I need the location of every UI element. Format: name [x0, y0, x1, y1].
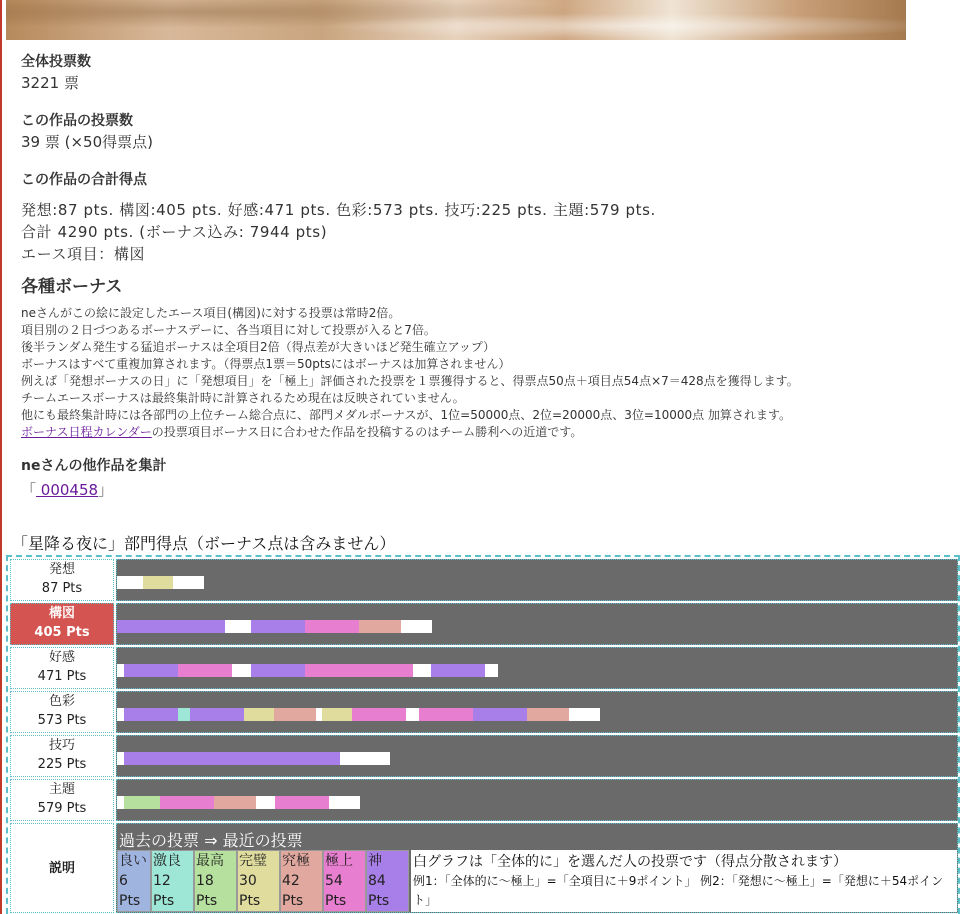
left-border-rule: [0, 0, 2, 914]
bar-track: [116, 779, 958, 821]
bar-segment: [178, 664, 232, 677]
bar-segment: [117, 752, 124, 765]
category-label: [10, 691, 114, 733]
category-name: 主題: [48, 782, 75, 797]
category-label: [10, 779, 114, 821]
bonus-line: ボーナスはすべて重複加算されます。（得票点1票＝50ptsにはボーナスは加算されません）: [21, 357, 511, 371]
bar-segment: [117, 796, 124, 809]
bar-track: [116, 691, 958, 733]
category-name: 色彩: [48, 694, 75, 709]
bonus-heading: 各種ボーナス: [21, 277, 123, 297]
bar-segment: [305, 620, 359, 633]
bar-segment: [256, 796, 275, 809]
legend-label: 説明: [10, 823, 114, 913]
legend-key: [151, 850, 194, 912]
chart-row-好感: [10, 647, 958, 689]
bar-segment: [275, 796, 329, 809]
category-label: [10, 559, 114, 601]
legend-key-name: 極上: [325, 853, 353, 869]
legend-key-value: 42: [282, 873, 300, 889]
open-bracket: 「: [21, 481, 37, 499]
other-works-heading: neさんの他作品を集計: [21, 458, 167, 474]
legend-key: [366, 850, 409, 912]
bar-segment: [173, 576, 204, 589]
chart-row-発想: [10, 559, 958, 601]
category-score: 225 Pts: [37, 757, 87, 772]
legend-key-name: 良い: [119, 853, 147, 869]
bar-track: [116, 559, 958, 601]
bar-segment: [251, 620, 305, 633]
bonus-description: [21, 305, 961, 441]
category-score: 87 Pts: [41, 581, 83, 596]
bar-segment: [419, 708, 473, 721]
total-votes-label: 全体投票数: [21, 54, 91, 70]
category-name: 発想: [48, 562, 75, 577]
legend-key-unit: Pts: [119, 893, 141, 909]
bar-track: [116, 647, 958, 689]
close-bracket: 」: [98, 481, 114, 499]
chart-row-構図: [10, 603, 958, 645]
work-votes-label: この作品の投票数: [21, 113, 133, 129]
total-score-line: 合計 4290 pts. (ボーナス込み: 7944 pts): [21, 223, 328, 241]
work-votes-value: 39 票 (×50得票点): [21, 133, 153, 151]
legend-key-unit: Pts: [325, 893, 347, 909]
bonus-calendar-link[interactable]: ボーナス日程カレンダー: [21, 425, 152, 439]
category-name: 好感: [48, 650, 75, 665]
legend-key-value: 54: [325, 873, 343, 889]
total-score-label: この作品の合計得点: [21, 172, 147, 188]
bar-segment: [117, 576, 143, 589]
other-work-link[interactable]: 000458: [36, 481, 99, 499]
bar-segment: [124, 752, 340, 765]
bar-segment: [274, 708, 316, 721]
ace-category: エース項目：構図: [21, 245, 146, 263]
bar-segment: [143, 576, 173, 589]
category-scores: 発想:87 pts. 構図:405 pts. 好感:471 pts. 色彩:573 pts. 技巧:225 pts. 主題:579 pts.: [21, 201, 656, 219]
legend-key-name: 究極: [282, 853, 310, 869]
bar-segment: [225, 620, 251, 633]
other-works-list: [21, 479, 961, 501]
legend-key-value: 6: [119, 873, 128, 889]
chart-row-技巧: [10, 735, 958, 777]
legend-note: [411, 850, 957, 912]
legend-key-value: 12: [153, 873, 171, 889]
bar-segment: [160, 796, 214, 809]
legend-key: [323, 850, 366, 912]
category-score: 579 Pts: [37, 801, 87, 816]
bar-segment: [352, 708, 406, 721]
legend-key-name: 最高: [196, 853, 224, 869]
legend-note-line1: 白グラフは「全体的に」を選んだ人の投票です（得点分散されます）: [413, 854, 847, 870]
category-score: 405 Pts: [34, 625, 90, 640]
bonus-line: チームエースボーナスは最終集計時に計算されるため現在は反映されていません。: [21, 391, 465, 405]
legend-key-unit: Pts: [368, 893, 390, 909]
bar-segment: [322, 708, 352, 721]
legend-key-name: 激良: [153, 853, 181, 869]
bar-segment: [190, 708, 244, 721]
bar-segment: [569, 708, 600, 721]
legend-row: [10, 823, 958, 913]
bar-segment: [305, 664, 413, 677]
legend-key-name: 神: [368, 853, 382, 869]
bar-segment: [329, 796, 360, 809]
header-banner-image: [6, 0, 906, 40]
bar-segment: [117, 664, 124, 677]
legend-note-line2: 例1：「全体的に〜極上」=「全項目に＋9ポイント」 例2：「発想に〜極上」=「発想に＋54ポイント」: [413, 874, 944, 907]
category-label: [10, 647, 114, 689]
legend-key-unit: Pts: [239, 893, 261, 909]
legend-key-value: 30: [239, 873, 257, 889]
bonus-line: 後半ランダム発生する猛追ボーナスは全項目2倍（得点差が大きいほど発生確立アップ）: [21, 340, 495, 354]
chart-row-色彩: [10, 691, 958, 733]
bar-segment: [473, 708, 527, 721]
bar-segment: [413, 664, 431, 677]
category-label: [10, 603, 114, 645]
bonus-calendar-suffix: の投票項目ボーナス日に合わせた作品を投稿するのはチーム勝利への近道です。: [151, 425, 583, 439]
category-name: 技巧: [48, 738, 75, 753]
legend-key-name: 完璧: [239, 853, 267, 869]
bonus-calendar-line: [21, 424, 961, 441]
bar-segment: [214, 796, 256, 809]
bonus-line: 項目別の２日づつあるボーナスデーに、各当項目に対して投票が入ると7倍。: [21, 323, 436, 337]
legend-key: [117, 850, 151, 912]
bar-track: [116, 735, 958, 777]
legend-key-unit: Pts: [153, 893, 175, 909]
legend-key-unit: Pts: [282, 893, 304, 909]
legend-panel: [116, 823, 958, 913]
category-score-chart: [6, 555, 960, 914]
bar-segment: [124, 708, 178, 721]
bar-segment: [431, 664, 485, 677]
legend-key: [280, 850, 323, 912]
chart-title: 「星降る夜に」部門得点（ボーナス点は含みません）: [12, 534, 396, 553]
bar-segment: [124, 664, 178, 677]
bonus-line: 例えば「発想ボーナスの日」に「発想項目」を「極上」評価された投票を１票獲得すると、得票点50点＋項目点54点×7＝428点を獲得します。: [21, 374, 799, 388]
bar-segment: [527, 708, 569, 721]
bar-segment: [359, 620, 401, 633]
bar-segment: [401, 620, 432, 633]
category-score: 471 Pts: [37, 669, 87, 684]
bar-segment: [178, 708, 190, 721]
legend-key-value: 18: [196, 873, 214, 889]
category-label: [10, 735, 114, 777]
bar-segment: [251, 664, 305, 677]
legend-key-value: 84: [368, 873, 386, 889]
bar-segment: [117, 708, 124, 721]
legend-key: [237, 850, 280, 912]
bar-segment: [244, 708, 274, 721]
legend-key-unit: Pts: [196, 893, 218, 909]
bar-segment: [406, 708, 419, 721]
bonus-line: neさんがこの絵に設定したエース項目(構図)に対する投票は常時2倍。: [21, 306, 401, 320]
bar-segment: [340, 752, 390, 765]
bonus-line: 他にも最終集計時には各部門の上位チーム総合点に、部門メダルボーナスが、1位=50000点、2位=20000点、3位=10000点 加算されます。: [21, 408, 791, 422]
vote-summary: [21, 52, 961, 501]
bar-segment: [124, 796, 160, 809]
bar-segment: [117, 620, 225, 633]
legend-header: 過去の投票 ⇒ 最近の投票: [119, 831, 303, 850]
legend-key: [194, 850, 237, 912]
category-score: 573 Pts: [37, 713, 87, 728]
total-votes-value: 3221 票: [21, 74, 79, 92]
chart-row-主題: [10, 779, 958, 821]
category-name: 構図: [48, 606, 75, 621]
bar-track: [116, 603, 958, 645]
bar-segment: [232, 664, 251, 677]
bar-segment: [485, 664, 498, 677]
